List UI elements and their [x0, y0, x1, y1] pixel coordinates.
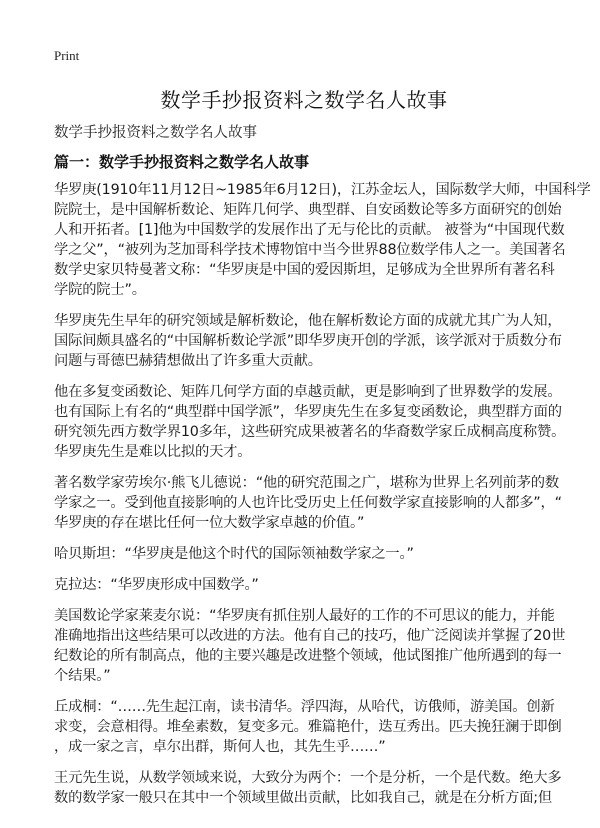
page-title: 数学手抄报资料之数学名人故事 — [160, 88, 448, 112]
paragraph-intro — [54, 180, 591, 300]
text-line: 数学史家贝特曼著文称：“华罗庚是中国的爱因斯坦，足够成为全世界所有著名科 — [54, 262, 555, 278]
text-line: ，成一家之言，卓尔出群，斯何人也，其先生乎……” — [54, 739, 386, 755]
paragraph-wang-yuan — [54, 768, 562, 808]
document-subtitle: 数学手抄报资料之数学名人故事 — [54, 125, 257, 141]
text-line: 学家之一。受到他直接影响的人也许比受历史上任何数学家直接影响的人都多”，“ — [54, 495, 562, 511]
paragraph-quote-1 — [54, 473, 562, 533]
text-line: 华罗庚先生是难以比拟的天才。 — [54, 444, 252, 460]
paragraph-early-research — [54, 311, 562, 371]
text-line: 学之父”，“被列为芝加哥科学技术博物馆中当今世界88位数学伟人之一。美国著名 — [54, 242, 566, 258]
text-line: 克拉达：“华罗庚形成中国数学。” — [54, 577, 259, 593]
section-heading: 篇一：数学手抄报资料之数学名人故事 — [54, 153, 310, 171]
text-line: 华罗庚先生早年的研究领域是解析数论，他在解析数论方面的成就尤其广为人知， — [54, 313, 562, 329]
text-line: 王元先生说，从数学领域来说，大致分为两个：一个是分析，一个是代数。绝大多 — [54, 770, 562, 786]
text-line: 美国数论学家莱麦尔说：“华罗庚有抓住别人最好的工作的不可思议的能力，并能 — [54, 608, 555, 624]
text-line: 著名数学家劳埃尔·熊飞儿德说：“他的研究范围之广，堪称为世界上名列前茅的数 — [54, 475, 559, 491]
paragraph-quote-4 — [54, 606, 566, 686]
text-line: 个结果。” — [54, 668, 111, 684]
text-line: 研究领先西方数学界10多年，这些研究成果被著名的华裔数学家丘成桐高度称赞。 — [54, 424, 566, 440]
text-line: 数的数学家一般只在其中一个领域里做出贡献，比如我自己，就是在分析方面;但 — [54, 790, 553, 806]
text-line: 也有国际上有名的“典型群中国学派”，华罗庚先生在多复变函数论，典型群方面的 — [54, 404, 562, 420]
text-line: 国际间颇具盛名的“中国解析数论学派”即华罗庚开创的学派，该学派对于质数分布 — [54, 333, 562, 349]
text-line: 问题与哥德巴赫猜想做出了许多重大贡献。 — [54, 353, 322, 369]
text-line: 学院的院士”。 — [54, 282, 146, 298]
text-line: 哈贝斯坦：“华罗庚是他这个时代的国际领袖数学家之一。” — [54, 546, 414, 562]
paragraph-quote-3 — [54, 575, 550, 595]
text-line: 院院士，是中国解析数论、矩阵几何学、典型群、自安函数论等多方面研究的创始 — [54, 202, 562, 218]
paragraph-quote-5 — [54, 697, 562, 757]
text-line: 华罗庚(1910年11月12日~1985年6月12日)，江苏金坛人，国际数学大师，中国科学 — [54, 182, 591, 198]
print-label[interactable]: Print — [54, 48, 80, 63]
paragraph-quote-2 — [54, 544, 550, 564]
text-line: 求变，会意相得。堆垒素数，复变多元。雅篇艳什，迭互秀出。匹夫挽狂澜于即倒 — [54, 719, 562, 735]
text-line: 准确地指出这些结果可以改进的方法。他有自己的技巧，他广泛阅读并掌握了20世 — [54, 628, 566, 644]
text-line: 华罗庚的存在堪比任何一位大数学家卓越的价值。” — [54, 515, 365, 531]
paragraph-contributions — [54, 382, 566, 462]
article-body — [54, 180, 591, 819]
text-line: 丘成桐：“……先生起江南，读书清华。浮四海，从哈代，访俄师，游美国。创新 — [54, 699, 555, 715]
text-line: 人和开拓者。[1]他为中国数学的发展作出了无与伦比的贡献。 被誉为“中国现代数 — [54, 222, 565, 238]
text-line: 纪数论的所有制高点，他的主要兴趣是改进整个领域，他试图推广他所遇到的每一 — [54, 648, 562, 664]
text-line: 他在多复变函数论、矩阵几何学方面的卓越贡献，更是影响到了世界数学的发展。 — [54, 384, 562, 400]
